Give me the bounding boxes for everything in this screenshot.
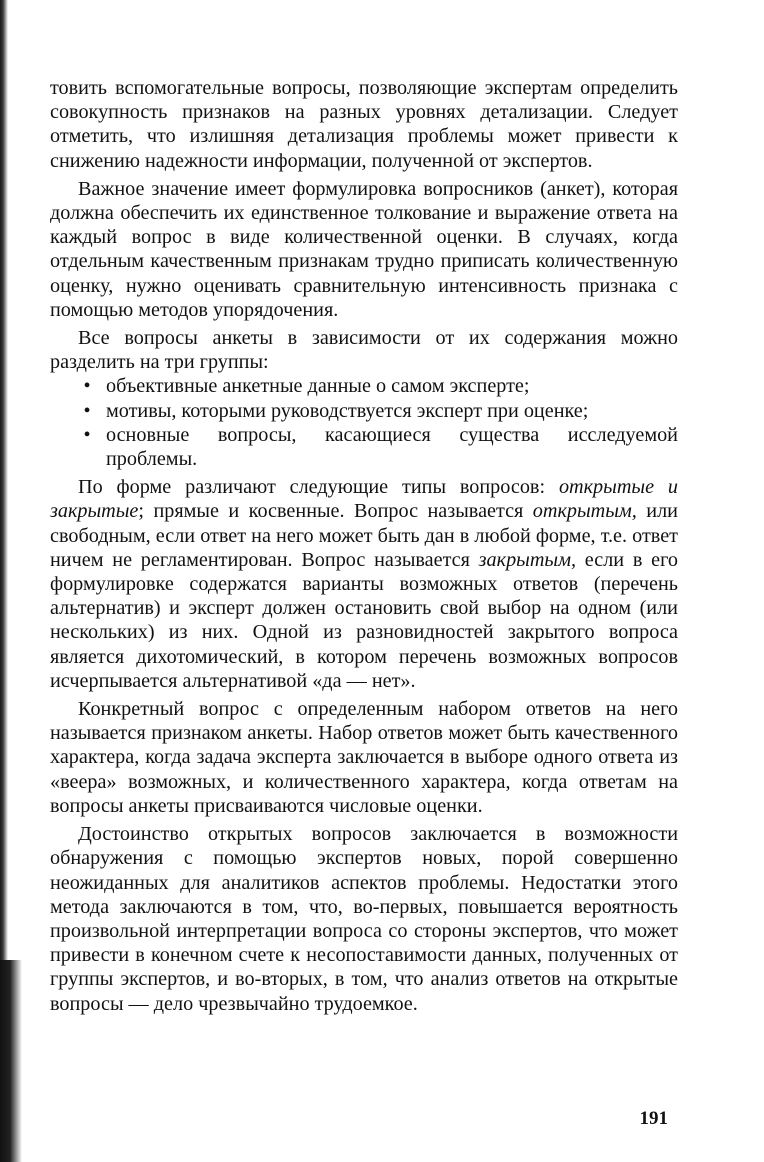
text-run: ; прямые и косвенные. Вопрос называется — [138, 500, 533, 523]
paragraph-questionnaire-wording: Важное значение имеет формулировка вопросников (анкет), которая должна обеспечить их единственное толкование и выражение ответа на каждый вопрос в виде количественной оценки. В случаях, когда отдельным качественным признакам трудно приписать количественную оценку, нужно оценивать сравнительную интенсивность признака с помощью методов упорядочения. — [50, 177, 678, 321]
paragraph-continuation: товить вспомогательные вопросы, позволяющие экспертам определить совокупность признаков на разных уровнях детализации. Следует отметить, что излишняя детализация проблемы может привести к снижению надежности информации, полученной от экспертов. — [50, 77, 678, 172]
list-item — [50, 374, 678, 398]
paragraph-questionnaire-feature: Конкретный вопрос с определенным набором ответов на него называется признаком анкеты. Набор ответов может быть качественного характера, когда задача эксперта заключается в выборе одного ответа из «веера» возможных, и количественного характера, когда ответам на вопросы анкеты присваиваются числовые оценки. — [50, 698, 678, 817]
bullet-icon: • — [83, 423, 91, 446]
italic-term-open: открытым, — [532, 500, 637, 523]
text-run: если в его формулировке содержатся варианты возможных ответов (перечень альтернатив) и эксперт должен остановить свой выбор на одном (или нескольких) из них. Одной из разновидностей закрытого вопроса является дихотомический, в котором перечень возможных вопросов исчерпывается альтернативой «да — нет». — [50, 548, 678, 692]
page-number: 191 — [639, 1108, 668, 1129]
text-run: По форме различают следующие типы вопросов: — [78, 476, 559, 499]
paragraph-open-questions-merits: Достоинство открытых вопросов заключается в возможности обнаружения с помощью экспертов новых, порой совершенно неожиданных для аналитиков аспектов проблемы. Недостатки этого метода заключаются в том, что, во-первых, повышается вероятность произвольной интерпретации вопроса со стороны экспертов, что может привести в конечном счете к несопоставимости данных, полученных от группы экспертов, и во-вторых, в том, что анализ ответов на открытые вопросы — дело чрезвычайно трудоемкое. — [50, 823, 678, 1015]
bullet-icon: • — [83, 375, 91, 398]
list-item-text: мотивы, которыми руководствуется эксперт при оценке; — [106, 399, 589, 422]
list-item — [50, 399, 678, 423]
question-groups-list — [50, 374, 678, 471]
paragraph-question-groups: Все вопросы анкеты в зависимости от их содержания можно разделить на три группы: — [50, 327, 678, 374]
bullet-icon: • — [83, 399, 91, 422]
list-item-text: основные вопросы, касающиеся существа исследуемой проблемы. — [106, 423, 678, 471]
list-item — [50, 423, 678, 471]
book-spine-shadow-bottom — [0, 960, 22, 1162]
paragraph-question-types — [50, 475, 678, 693]
page-body — [50, 76, 678, 1016]
italic-term-closed: закрытым, — [478, 548, 577, 571]
italic-term-open-closed: открытые и закрытые — [50, 476, 678, 523]
text-run: или свободным, если ответ на него может быть дан в любой форме, т.е. ответ ничем не регламентирован. Вопрос называется — [50, 500, 678, 571]
list-item-text: объективные анкетные данные о самом эксперте; — [106, 375, 530, 398]
